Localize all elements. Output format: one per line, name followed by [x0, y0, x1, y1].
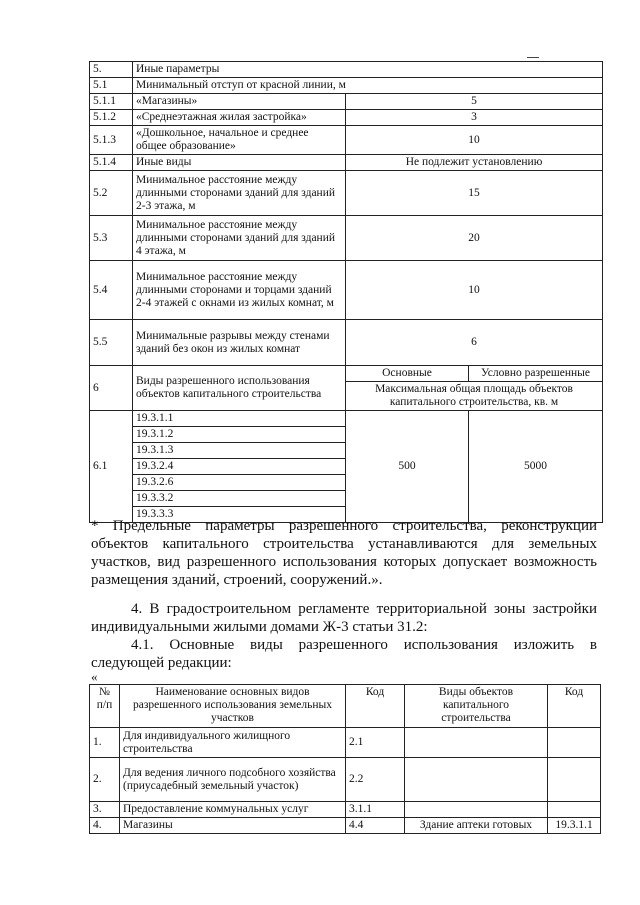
- row-name: Для индивидуального жилищного строительства: [120, 728, 346, 758]
- row-description: Иные виды: [133, 155, 346, 171]
- land-use-table: [89, 684, 601, 834]
- row-object-code: [548, 728, 601, 758]
- row-value: 20: [346, 216, 603, 261]
- table-row: [90, 802, 601, 818]
- column-conditional-uses: Условно разрешенные: [469, 366, 603, 382]
- row-value: 6: [346, 320, 603, 366]
- max-area-header: Максимальная общая площадь объектов капитального строительства, кв. м: [346, 382, 603, 411]
- row-value: 5: [346, 94, 603, 110]
- use-code: 19.3.3.3: [133, 507, 346, 523]
- row-code: 2.2: [346, 758, 405, 802]
- table-row: [90, 155, 603, 171]
- row-objects: Здание аптеки готовых: [405, 818, 548, 834]
- row-value: Не подлежит установлению: [346, 155, 603, 171]
- paragraph-4-1-line1: 4.1. Основные виды разрешенного использования изложить в: [131, 637, 597, 653]
- row-code: 4.4: [346, 818, 405, 834]
- row-number: 5.1.1: [90, 94, 133, 110]
- table-row: [90, 171, 603, 216]
- main-max-area-value: 500: [346, 411, 469, 523]
- row-number: 5.1: [90, 78, 133, 94]
- row-description: Минимальное расстояние между длинными сторонами зданий для зданий 4 этажа, м: [133, 216, 346, 261]
- header-code: Код: [346, 685, 405, 728]
- table-row: [90, 94, 603, 110]
- use-code: 19.3.2.4: [133, 459, 346, 475]
- row-objects: [405, 728, 548, 758]
- table-row: [90, 62, 603, 78]
- opening-quote: «: [91, 669, 98, 684]
- row-description: Минимальное расстояние между длинными сторонами зданий для зданий 2-3 этажа, м: [133, 171, 346, 216]
- row-number: 5.: [90, 62, 133, 78]
- row-description: «Магазины»: [133, 94, 346, 110]
- row-number: 5.2: [90, 171, 133, 216]
- paragraph-4-1-line2: следующей редакции:: [91, 655, 232, 671]
- header-object-code: Код: [548, 685, 601, 728]
- row-number: 5.1.3: [90, 126, 133, 155]
- use-code: 19.3.2.6: [133, 475, 346, 491]
- row-object-code: [548, 802, 601, 818]
- row-objects: [405, 758, 548, 802]
- row-object-code: 19.3.1.1: [548, 818, 601, 834]
- row-value: 10: [346, 126, 603, 155]
- row-code: 2.1: [346, 728, 405, 758]
- row-name: Для ведения личного подсобного хозяйства (приусадебный земельный участок): [120, 758, 346, 802]
- header-dash: [527, 57, 539, 58]
- table-header-row: [90, 685, 601, 728]
- row-number: 5.4: [90, 261, 133, 320]
- row-description: Иные параметры: [133, 62, 603, 78]
- row-description: Виды разрешенного использования объектов капитального строительства: [133, 366, 346, 411]
- column-main-uses: Основные: [346, 366, 469, 382]
- row-number: 5.1.4: [90, 155, 133, 171]
- row-number: 3.: [90, 802, 120, 818]
- table-row: [90, 818, 601, 834]
- table-row: [90, 216, 603, 261]
- conditional-max-area-value: 5000: [469, 411, 603, 523]
- row-description: Минимальные разрывы между стенами зданий без окон из жилых комнат: [133, 320, 346, 366]
- row-name: Магазины: [120, 818, 346, 834]
- use-code: 19.3.1.1: [133, 411, 346, 427]
- row-name: Предоставление коммунальных услуг: [120, 802, 346, 818]
- row-number: 6.1: [90, 411, 133, 523]
- table-row: [90, 366, 603, 382]
- use-code: 19.3.1.3: [133, 443, 346, 459]
- row-object-code: [548, 758, 601, 802]
- row-number: 1.: [90, 728, 120, 758]
- row-number: 5.3: [90, 216, 133, 261]
- table-row: [90, 728, 601, 758]
- header-name: Наименование основных видов разрешенного использования земельных участков: [120, 685, 346, 728]
- row-value: 10: [346, 261, 603, 320]
- row-number: 5.5: [90, 320, 133, 366]
- table-row: [90, 261, 603, 320]
- row-description: Минимальный отступ от красной линии, м: [133, 78, 603, 94]
- row-value: 3: [346, 110, 603, 126]
- table-row: [90, 126, 603, 155]
- header-number: № п/п: [90, 685, 120, 728]
- row-number: 2.: [90, 758, 120, 802]
- header-objects: Виды объектов капитального строительства: [405, 685, 548, 728]
- row-value: 15: [346, 171, 603, 216]
- paragraph-4-line2: индивидуальными жилыми домами Ж-3 статьи 31.2:: [91, 619, 428, 635]
- footnote: * Предельные параметры разрешенного строительства, реконструкции объектов капитального строительства устанавливаются для земельных участков, вид разрешенного использования которых допускает возможность размещения зданий, строений, сооружений.».: [91, 518, 597, 588]
- row-code: 3.1.1: [346, 802, 405, 818]
- row-number: 6: [90, 366, 133, 411]
- row-description: «Дошкольное, начальное и среднее общее образование»: [133, 126, 346, 155]
- row-number: 5.1.2: [90, 110, 133, 126]
- table-row: [90, 758, 601, 802]
- table-row: [90, 320, 603, 366]
- row-objects: [405, 802, 548, 818]
- row-description: «Среднеэтажная жилая застройка»: [133, 110, 346, 126]
- use-code: 19.3.3.2: [133, 491, 346, 507]
- use-code: 19.3.1.2: [133, 427, 346, 443]
- paragraph-4-line1: 4. В градостроительном регламенте территориальной зоны застройки: [131, 601, 597, 617]
- row-description: Минимальное расстояние между длинными сторонами и торцами зданий 2-4 этажей с окнами из жилых комнат, м: [133, 261, 346, 320]
- table-row: [90, 78, 603, 94]
- parameters-table: [89, 61, 603, 523]
- table-row: [90, 411, 603, 427]
- row-number: 4.: [90, 818, 120, 834]
- table-row: [90, 110, 603, 126]
